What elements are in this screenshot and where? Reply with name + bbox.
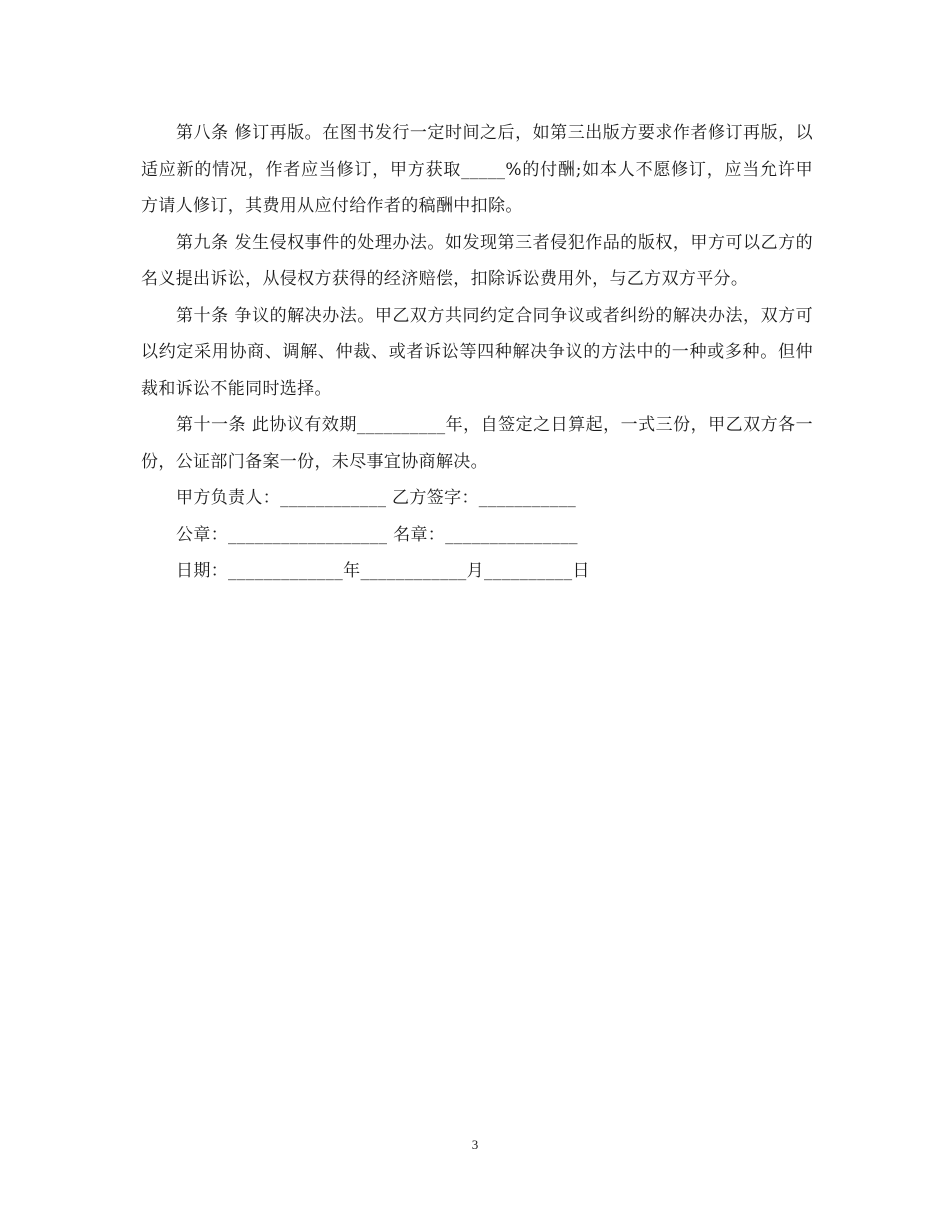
- article-8: 第八条 修订再版。在图书发行一定时间之后，如第三出版方要求作者修订再版，以适应新的情况，作者应当修订，甲方获取_____%的付酬;如本人不愿修订，应当允许甲方请人修订，其费用从应付给作者的稿酬中扣除。: [141, 123, 813, 216]
- page-number: 3: [471, 1137, 479, 1152]
- document-body: [141, 115, 813, 590]
- signature-line-date: 日期：_____________年____________月__________日: [176, 561, 590, 581]
- article-11: 第十一条 此协议有效期__________年，自签定之日算起，一式三份，甲乙双方各一份，公证部门备案一份，未尽事宜协商解决。: [141, 415, 813, 472]
- signature-line-party-a-b: 甲方负责人：____________ 乙方签字：___________: [176, 488, 577, 508]
- article-10: 第十条 争议的解决办法。甲乙双方共同约定合同争议或者纠纷的解决办法，双方可以约定采用协商、调解、仲裁、或者诉讼等四种解决争议的方法中的一种或多种。但仲裁和诉讼不能同时选择。: [141, 305, 813, 399]
- signature-line-seals: 公章：__________________ 名章：_______________: [176, 524, 578, 545]
- article-9: 第九条 发生侵权事件的处理办法。如发现第三者侵犯作品的版权，甲方可以乙方的名义提出诉讼，从侵权方获得的经济赔偿，扣除诉讼费用外，与乙方双方平分。: [141, 232, 813, 289]
